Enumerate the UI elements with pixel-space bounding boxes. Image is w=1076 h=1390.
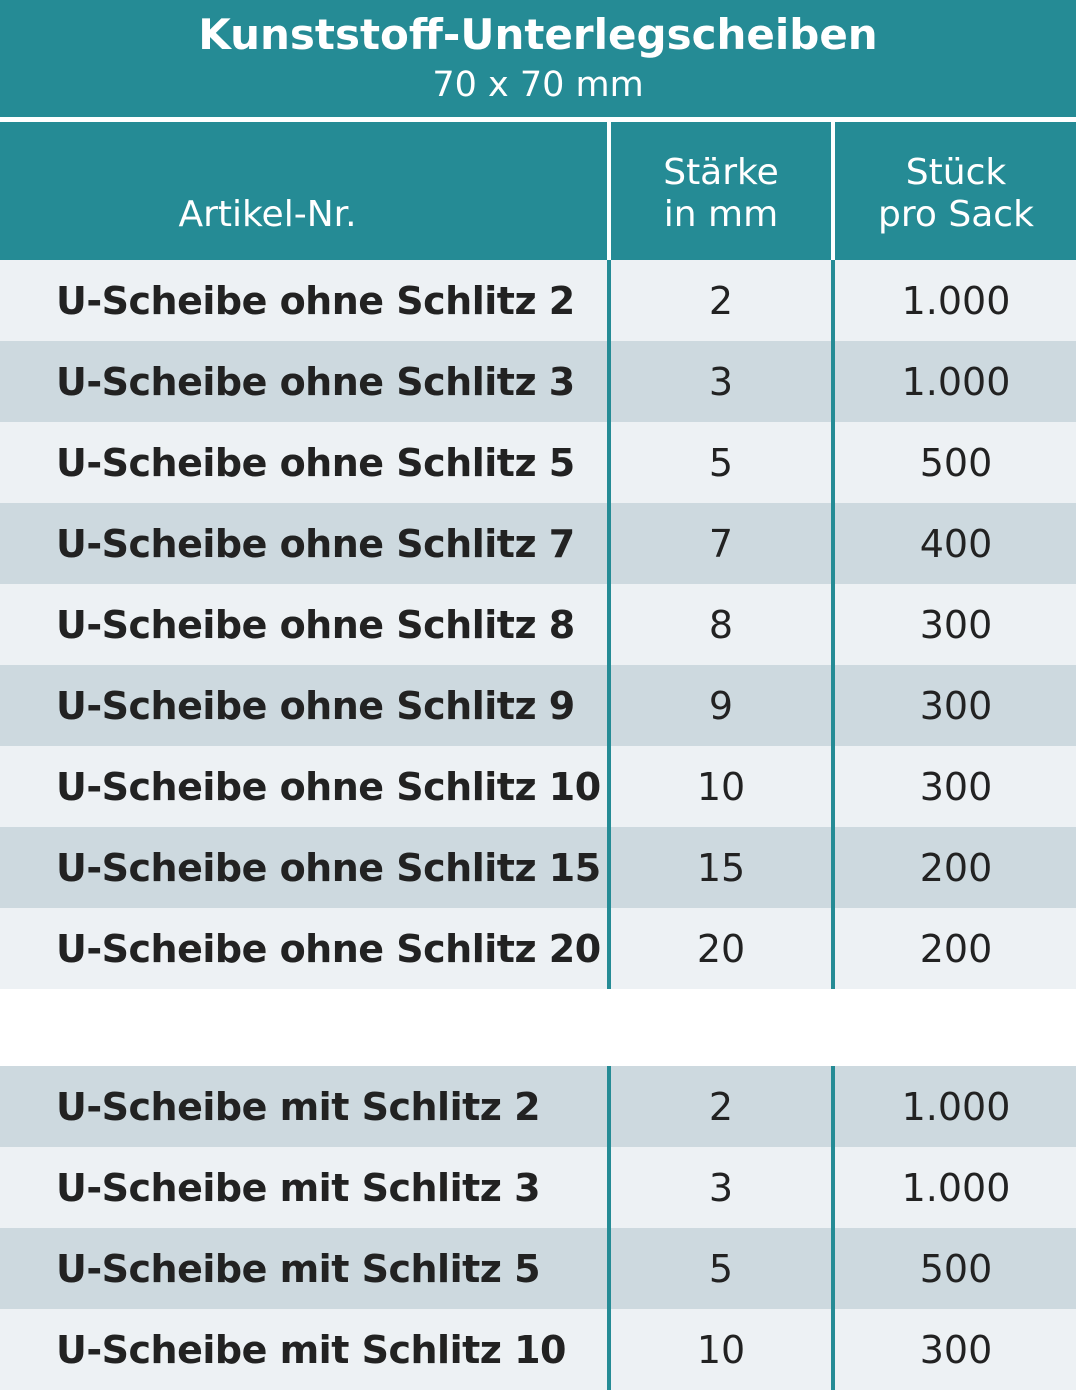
- thickness-value: 9: [708, 683, 734, 728]
- table-row: [0, 827, 1076, 908]
- pieces-value: 1.000: [901, 1165, 1011, 1210]
- header-article-label: Artikel-Nr.: [178, 194, 357, 235]
- table-row: [0, 422, 1076, 503]
- column-divider: [831, 260, 835, 989]
- thickness-value: 10: [696, 764, 746, 809]
- header-column-divider: [831, 122, 835, 260]
- article-name: U-Scheibe ohne Schlitz 9: [56, 683, 575, 728]
- pieces-value: 1.000: [901, 278, 1011, 323]
- thickness-value: 20: [696, 926, 746, 971]
- article-name: U-Scheibe mit Schlitz 2: [56, 1084, 541, 1129]
- table-row: [0, 1066, 1076, 1147]
- thickness-value: 2: [708, 1084, 734, 1129]
- article-name: U-Scheibe mit Schlitz 10: [56, 1327, 566, 1372]
- pieces-value: 300: [919, 1327, 993, 1372]
- article-name: U-Scheibe ohne Schlitz 15: [56, 845, 601, 890]
- thickness-value: 3: [708, 1165, 734, 1210]
- thickness-value: 2: [708, 278, 734, 323]
- header-thickness-line2: in mm: [663, 194, 779, 235]
- table-group-without-slot: [0, 260, 1076, 989]
- column-divider: [607, 260, 611, 989]
- table-row: [0, 746, 1076, 827]
- thickness-value: 10: [696, 1327, 746, 1372]
- header-thickness: [611, 122, 831, 260]
- table-row: [0, 908, 1076, 989]
- header-thickness-line1: Stärke: [663, 152, 779, 193]
- table-row: [0, 260, 1076, 341]
- header-pieces-line1: Stück: [905, 152, 1007, 193]
- pieces-value: 500: [919, 1246, 993, 1291]
- table-group-with-slot: [0, 1066, 1076, 1390]
- article-name: U-Scheibe ohne Schlitz 8: [56, 602, 575, 647]
- table-header-row: [0, 122, 1076, 260]
- thickness-value: 5: [708, 440, 734, 485]
- table-row: [0, 584, 1076, 665]
- pieces-value: 300: [919, 683, 993, 728]
- pieces-value: 1.000: [901, 359, 1011, 404]
- header-pieces-line2: pro Sack: [878, 194, 1034, 235]
- table-row: [0, 1228, 1076, 1309]
- table-row: [0, 503, 1076, 584]
- article-name: U-Scheibe ohne Schlitz 2: [56, 278, 575, 323]
- pieces-value: 1.000: [901, 1084, 1011, 1129]
- thickness-value: 8: [708, 602, 734, 647]
- title-band: [0, 0, 1076, 117]
- thickness-value: 15: [696, 845, 746, 890]
- article-name: U-Scheibe ohne Schlitz 7: [56, 521, 575, 566]
- pieces-value: 200: [919, 926, 993, 971]
- pieces-value: 500: [919, 440, 993, 485]
- article-name: U-Scheibe ohne Schlitz 5: [56, 440, 575, 485]
- table-row: [0, 665, 1076, 746]
- table-row: [0, 1309, 1076, 1390]
- article-name: U-Scheibe mit Schlitz 3: [56, 1165, 541, 1210]
- pieces-value: 400: [919, 521, 993, 566]
- header-pieces: [836, 122, 1076, 260]
- table-row: [0, 1147, 1076, 1228]
- thickness-value: 5: [708, 1246, 734, 1291]
- article-name: U-Scheibe ohne Schlitz 10: [56, 764, 601, 809]
- article-name: U-Scheibe ohne Schlitz 3: [56, 359, 575, 404]
- column-divider: [831, 1066, 835, 1390]
- article-name: U-Scheibe ohne Schlitz 20: [56, 926, 601, 971]
- article-name: U-Scheibe mit Schlitz 5: [56, 1246, 541, 1291]
- pieces-value: 300: [919, 602, 993, 647]
- table-row: [0, 341, 1076, 422]
- thickness-value: 3: [708, 359, 734, 404]
- column-divider: [607, 1066, 611, 1390]
- page-subtitle: 70 x 70 mm: [432, 65, 644, 105]
- header-column-divider: [607, 122, 611, 260]
- header-article: [0, 122, 535, 260]
- thickness-value: 7: [708, 521, 734, 566]
- pieces-value: 200: [919, 845, 993, 890]
- pieces-value: 300: [919, 764, 993, 809]
- page-title: Kunststoff-Unterlegscheiben: [198, 10, 878, 59]
